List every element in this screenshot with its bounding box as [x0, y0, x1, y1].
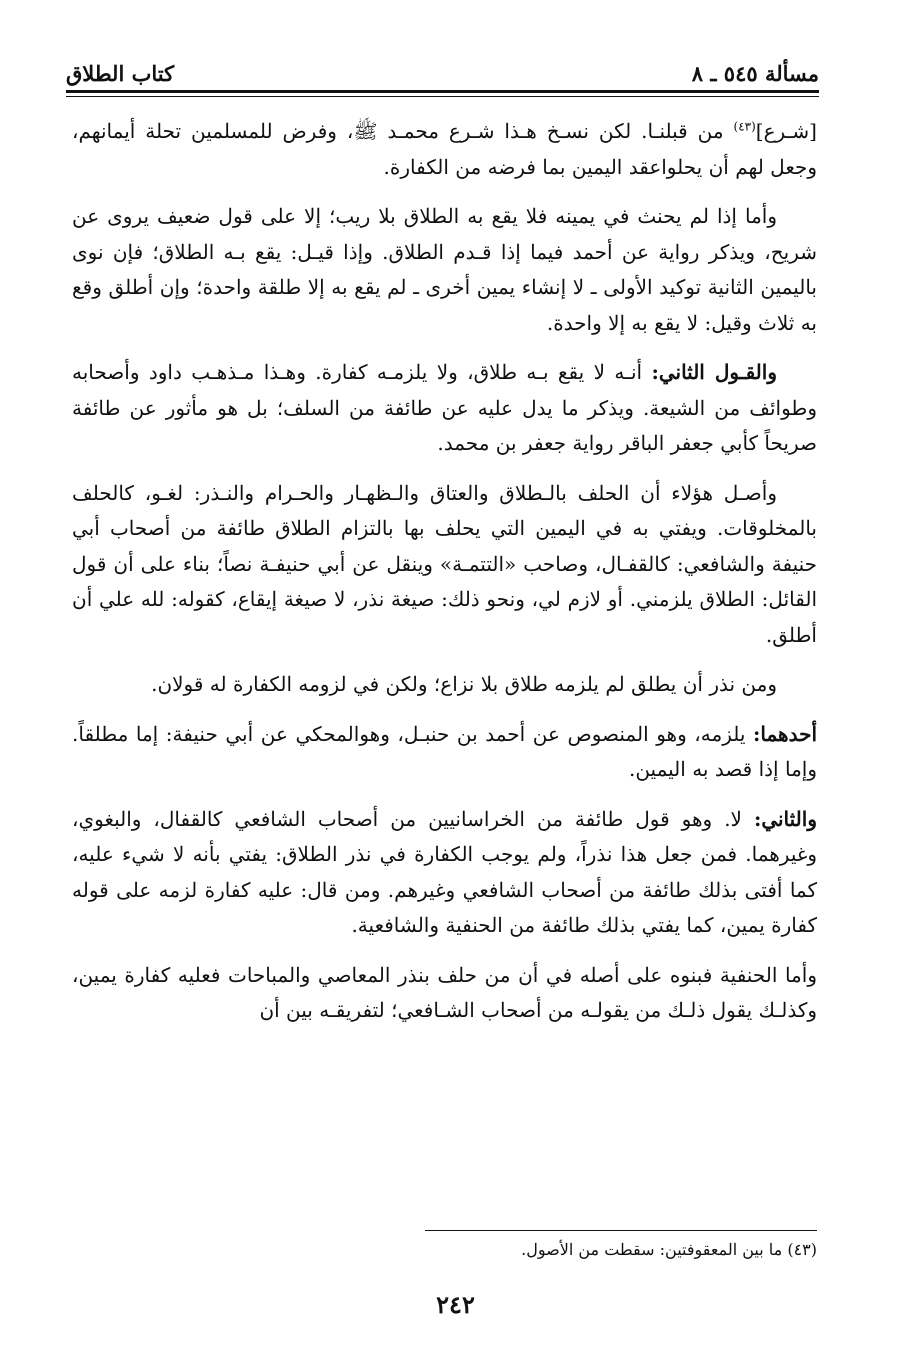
paragraph-2-text: وأما إذا لم يحنث في يمينه فلا يقع به الطلاق بلا ريب؛ إلا على قول ضعيف يروى عن شريح، ويذكر رواية عن أحمد فيما إذا قـدم الطلاق. وإذا قيـل: يقع بـه الطلاق؛ فإن نوى باليمين الثانية توكيد الأولى ـ لا إنشاء يمين أخرى ـ لم يقع به إلا طلقة واحدة؛ وإن أطلق وقع به ثلاث وقيل: لا يقع به إلا واحدة. — [72, 204, 817, 335]
paragraph-2 — [72, 199, 817, 341]
paragraph-7-lead: والثاني: — [753, 806, 817, 831]
paragraph-3-lead: والقـول الثاني: — [651, 360, 777, 384]
paragraph-8-text: وأما الحنفية فبنوه على أصله في أن من حلف بنذر المعاصي والمباحات فعليه كفارة يمين، وكذلـك يقول ذلـك من يقولـه من أصحاب الشـافعي؛ لتفريقـه بين أن — [72, 962, 817, 1022]
paragraph-5-text: ومن نذر أن يطلق لم يلزمه طلاق بلا نزاع؛ ولكن في لزومه الكفارة له قولان. — [151, 672, 777, 696]
paragraph-7-text: لا. وهو قول طائفة من الخراسانيين من أصحاب الشافعي كالقفال، والبغوي، وغيرهما. فمن جعل هذا نذراً، ولم يوجب الكفارة في نذر الطلاق: يفتي بأنه لا شيء عليه، كما أفتى بذلك طائفة من أصحاب الشافعي وغيرهم. ومن قال: عليه كفارة لزمه على قوله كفارة يمين، كما يفتي بذلك طائفة من الحنفية والشافعية. — [72, 806, 817, 937]
paragraph-7 — [72, 802, 817, 944]
paragraph-6 — [72, 717, 817, 788]
paragraph-6-text: يلزمه، وهو المنصوص عن أحمد بن حنبـل، وهوالمحكي عن أبي حنيفة: إما مطلقاً. وإما إذا قصد به اليمين. — [72, 721, 817, 781]
paragraph-3-text: أنـه لا يقع بـه طلاق، ولا يلزمـه كفارة. وهـذا مـذهـب داود وأصحابه وطوائف من الشيعة. ويذكر ما يدل عليه عن طائفة من السلف؛ بل هو مأثور عن طائفة صريحاً كأبي جعفر الباقر رواية جعفر بن محمد. — [72, 360, 817, 455]
paragraph-1-text: من قبلنـا. لكن نسـخ هـذا شـرع محمـد ﷺ، وفرض للمسلمين تحلة أيمانهم، وجعل لهم أن يحلواعقد اليمين بما فرضه من الكفارة. — [72, 119, 817, 179]
footnote: (٤٣) ما بين المعقوفتين: سقطت من الأصول. — [521, 1240, 817, 1259]
paragraph-4 — [72, 476, 817, 654]
paragraph-1-bracket: [شـرع] — [755, 119, 817, 143]
header-rule-thin — [66, 96, 819, 97]
paragraph-3 — [72, 355, 817, 462]
book-title: كتاب الطلاق — [66, 61, 175, 86]
paragraph-5 — [72, 667, 817, 703]
running-header — [66, 52, 819, 86]
paragraph-4-text: وأصـل هؤلاء أن الحلف بالـطلاق والعتاق والـظهـار والحـرام والنـذر: لغـو، كالحلف بالمخلوقات. ويفتي به في اليمين التي يحلف بها بالتزام الطلاق طائفة من أصحاب أبي حنيفة والشافعي: كالقفـال، وصاحب «التتمـة» وينقل عن أبي حنيفـة نصاً؛ بناء على أن قول القائل: الطلاق يلزمني. أو لازم لي، ونحو ذلك: صيغة نذر، لا صيغة إيقاع، كقوله: لله علي أن أطلق. — [72, 480, 817, 647]
paragraph-8 — [72, 958, 817, 1029]
issue-label: مسألة ٥٤٥ ـ ٨ — [691, 61, 819, 86]
paragraph-6-lead: أحدهما: — [753, 721, 818, 746]
footnote-marker[interactable]: (٤٣) — [733, 119, 756, 134]
header-rule-thick — [66, 90, 819, 93]
main-text — [72, 114, 817, 1043]
page-number: ٢٤٢ — [436, 1290, 475, 1319]
paragraph-1 — [72, 114, 817, 185]
footnote-rule — [425, 1230, 817, 1231]
